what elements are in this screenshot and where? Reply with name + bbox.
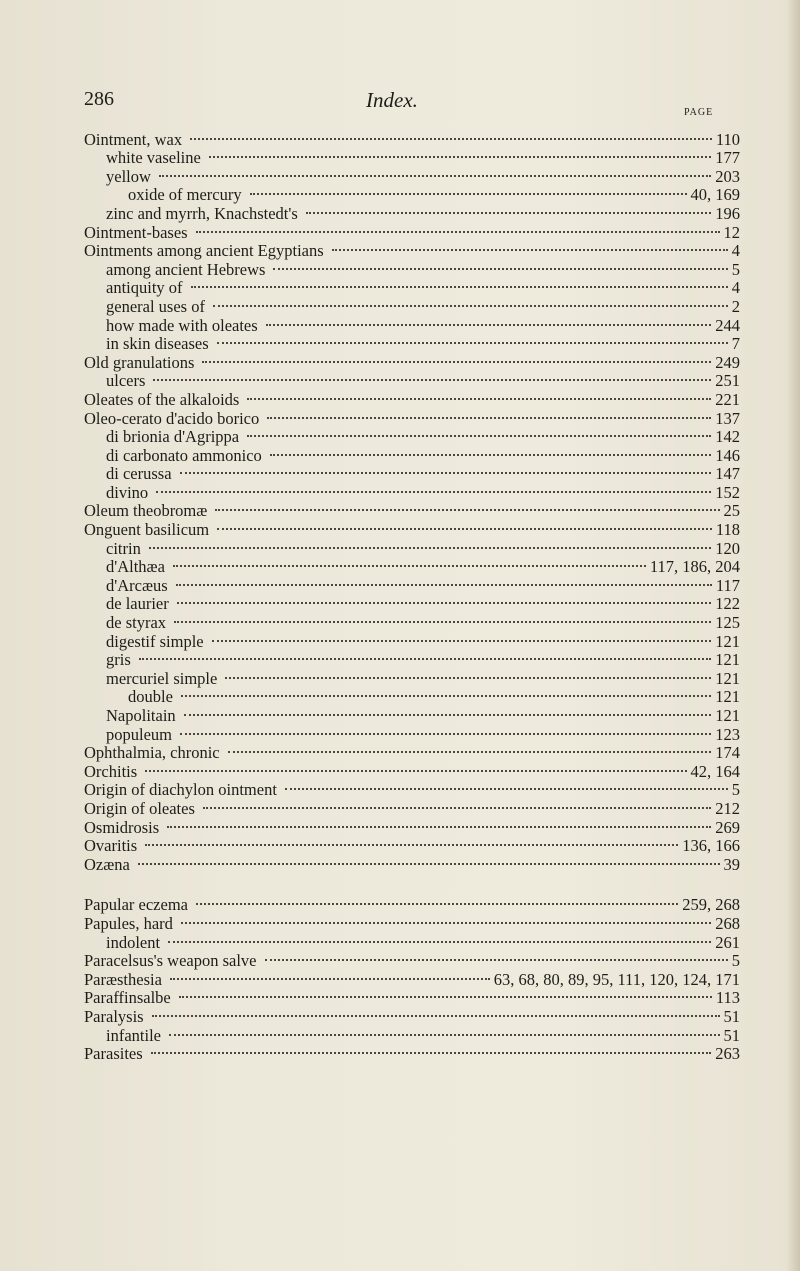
dot-leader — [156, 472, 711, 493]
index-term: zinc and myrrh, Knachstedt's — [106, 203, 298, 223]
dot-leader — [332, 231, 728, 252]
index-term: Paræsthesia — [84, 969, 162, 989]
index-term: Papular eczema — [84, 895, 188, 915]
dot-leader — [250, 175, 687, 196]
dot-leader — [273, 249, 727, 270]
dot-leader — [266, 305, 712, 326]
dot-leader — [225, 658, 711, 679]
index-term: de styrax — [106, 613, 167, 633]
page-references: 263 — [715, 1044, 740, 1064]
page-references: 221 — [715, 389, 740, 409]
index-term: Napolitain — [106, 706, 176, 725]
index-term: infantile — [106, 1025, 161, 1045]
page-references: 125 — [715, 613, 740, 633]
page-references: 4 — [731, 278, 740, 298]
page-references: 63, 68, 80, 89, 95, 111, 120, 124, 171 — [493, 969, 740, 989]
dot-leader — [181, 677, 711, 698]
page-column-label: PAGE — [684, 107, 714, 118]
index-term: Oleum theobromæ — [84, 501, 208, 521]
index-term: di cerussa — [106, 464, 172, 484]
page-references: 177 — [715, 148, 740, 168]
page-references: 136, 166 — [682, 836, 740, 856]
dot-leader — [177, 584, 711, 605]
page-references: 5 — [731, 951, 740, 971]
page-references: 174 — [715, 743, 740, 763]
dot-leader — [190, 119, 712, 140]
page-header — [84, 88, 744, 118]
index-term: antiquity of — [106, 278, 183, 298]
index-term: Papules, hard — [84, 913, 173, 933]
page-references: 40, 169 — [690, 185, 740, 205]
index-term: d'Arcæus — [106, 575, 168, 595]
dot-leader — [228, 733, 712, 754]
dot-leader — [159, 156, 711, 177]
dot-leader — [170, 959, 490, 980]
index-term: Old granulations — [84, 352, 195, 372]
dot-leader — [174, 602, 711, 623]
index-term: Ophthalmia, chronic — [84, 743, 220, 763]
dot-leader — [212, 621, 712, 642]
page-number: 286 — [84, 88, 114, 110]
page-references: 212 — [715, 798, 740, 818]
page-references: 146 — [715, 445, 740, 465]
dot-leader — [202, 342, 711, 363]
index-term: gris — [106, 650, 131, 670]
running-title: Index. — [366, 88, 418, 112]
dot-leader — [169, 1015, 720, 1036]
index-term: Paracelsus's weapon salve — [84, 951, 257, 971]
index-term: Orchitis — [84, 761, 138, 781]
page-references: 152 — [715, 482, 740, 502]
index-entry — [84, 849, 740, 874]
page-references: 7 — [731, 334, 740, 354]
index-term: how made with oleates — [106, 315, 258, 335]
dot-leader — [306, 193, 712, 214]
index-term: yellow — [106, 166, 151, 186]
index-term: de laurier — [106, 594, 169, 614]
index-term: ulcers — [106, 371, 146, 391]
index-term: Ointment-bases — [84, 222, 188, 242]
dot-leader — [247, 379, 711, 400]
index-term: Onguent basilicum — [84, 520, 210, 540]
index-term: general uses of — [106, 296, 205, 316]
page-references: 121 — [715, 631, 740, 651]
index-entries — [84, 124, 740, 1064]
dot-leader — [173, 547, 646, 568]
page-references: 121 — [715, 668, 740, 688]
page-references: 113 — [715, 988, 740, 1008]
dot-leader — [196, 885, 678, 906]
page-references: 110 — [715, 129, 740, 149]
dot-leader — [217, 509, 712, 530]
dot-leader — [180, 454, 712, 475]
page-references: 4 — [731, 241, 740, 261]
index-term: d'Althæa — [106, 557, 165, 577]
page-references: 123 — [715, 724, 740, 744]
index-term: mercuriel simple — [106, 668, 218, 688]
index-term: oxide of mercury — [128, 185, 242, 205]
page-references: 5 — [731, 780, 740, 800]
index-term: Osmidrosis — [84, 817, 160, 837]
dot-leader — [181, 903, 711, 924]
dot-leader — [153, 361, 711, 382]
index-term: digestif simple — [106, 631, 204, 651]
index-term: Ozæna — [84, 854, 130, 874]
dot-leader — [179, 978, 712, 999]
page-references: 121 — [715, 706, 740, 725]
page-edge-shadow — [786, 0, 800, 1271]
dot-leader — [184, 695, 712, 716]
dot-leader — [145, 751, 686, 772]
index-term: Ointments among ancient Egyptians — [84, 241, 324, 261]
page-references: 2 — [731, 296, 740, 316]
index-term: di brionia d'Agrippa — [106, 427, 240, 447]
index-term: Paraffinsalbe — [84, 988, 171, 1008]
index-entry — [84, 1039, 740, 1064]
page-references: 251 — [715, 371, 740, 391]
page-references: 117 — [715, 575, 740, 595]
dot-leader — [285, 770, 728, 791]
dot-leader — [167, 807, 711, 828]
page-references: 118 — [715, 520, 740, 540]
dot-leader — [213, 286, 728, 307]
page-references: 121 — [715, 650, 740, 670]
page-references: 269 — [715, 817, 740, 837]
index-term: Paralysis — [84, 1006, 144, 1026]
page-references: 261 — [715, 932, 740, 952]
index-term: Ovaritis — [84, 836, 138, 856]
page-references: 121 — [715, 687, 740, 707]
page-references: 203 — [715, 166, 740, 186]
page-references: 5 — [731, 259, 740, 279]
dot-leader — [149, 528, 711, 549]
page-references: 39 — [723, 854, 740, 874]
index-term: in skin diseases — [106, 334, 209, 354]
dot-leader — [267, 398, 711, 419]
dot-leader — [191, 268, 728, 289]
dot-leader — [209, 138, 711, 159]
page-references: 196 — [715, 203, 740, 223]
dot-leader — [270, 435, 711, 456]
page-references: 12 — [723, 222, 740, 242]
page-references: 51 — [723, 1025, 740, 1045]
page-references: 249 — [715, 352, 740, 372]
page-references: 42, 164 — [690, 761, 740, 781]
index-term: citrin — [106, 538, 141, 558]
page-references: 117, 186, 204 — [649, 557, 740, 577]
page-references: 51 — [723, 1006, 740, 1026]
index-term: among ancient Hebrews — [106, 259, 266, 279]
index-term: Origin of oleates — [84, 798, 195, 818]
index-term: Ointment, wax — [84, 129, 183, 149]
page-references: 137 — [715, 408, 740, 428]
dot-leader — [168, 922, 711, 943]
page-references: 120 — [715, 538, 740, 558]
dot-leader — [152, 996, 720, 1017]
dot-leader — [139, 640, 712, 661]
dot-leader — [180, 714, 711, 735]
page-references: 122 — [715, 594, 740, 614]
index-term: di carbonato ammonico — [106, 445, 262, 465]
index-term: white vaseline — [106, 148, 201, 168]
index-term: Oleo-cerato d'acido borico — [84, 408, 260, 428]
page-references: 25 — [723, 501, 740, 521]
page-references: 244 — [715, 315, 740, 335]
index-term: indolent — [106, 932, 161, 952]
page-references: 268 — [715, 913, 740, 933]
dot-leader — [203, 788, 711, 809]
index-term: divino — [106, 482, 149, 502]
dot-leader — [215, 491, 719, 512]
page-references: 142 — [715, 427, 740, 447]
page-references: 147 — [715, 464, 740, 484]
index-term: Oleates of the alkaloids — [84, 389, 240, 409]
index-term: populeum — [106, 724, 172, 744]
dot-leader — [176, 565, 712, 586]
page-references: 259, 268 — [682, 895, 740, 915]
dot-leader — [145, 826, 678, 847]
dot-leader — [151, 1034, 712, 1055]
dot-leader — [138, 844, 720, 865]
index-term: Origin of diachylon ointment — [84, 780, 277, 800]
dot-leader — [247, 417, 711, 438]
dot-leader — [196, 212, 720, 233]
dot-leader — [265, 941, 728, 962]
index-term: Parasites — [84, 1044, 143, 1064]
dot-leader — [217, 324, 728, 345]
index-term: double — [128, 687, 173, 707]
